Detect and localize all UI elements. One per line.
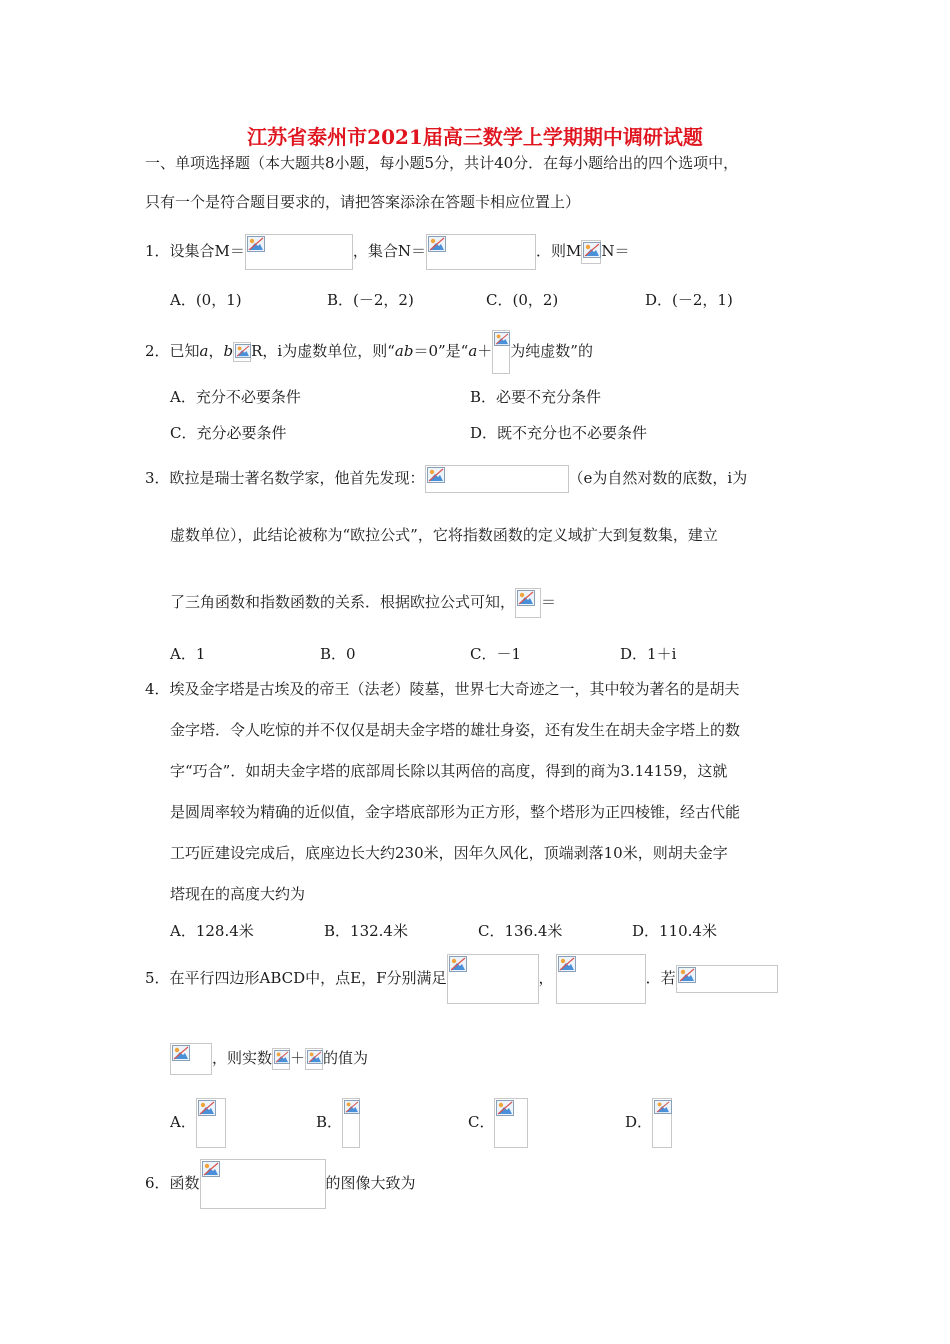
formula-image-placeholder	[492, 330, 510, 374]
q6-text-2: 的图像大致为	[325, 1174, 416, 1192]
q3-option-a: A．1	[170, 645, 206, 663]
q5-option-b	[316, 1097, 360, 1148]
q5-option-a-label: A．	[170, 1113, 196, 1131]
formula-image-placeholder	[652, 1098, 672, 1148]
q3-option-d: D．1＋i	[620, 645, 677, 663]
q3-option-c: C．－1	[470, 645, 522, 663]
broken-image-icon	[427, 467, 445, 483]
q2-var-b: b	[223, 342, 234, 360]
formula-image-placeholder	[515, 588, 541, 618]
q2-comma: ，	[208, 342, 224, 360]
q2-option-b: B．必要不充分条件	[470, 388, 602, 406]
question-2	[145, 330, 593, 374]
formula-image-placeholder	[305, 1048, 323, 1070]
q5-option-d	[625, 1097, 672, 1148]
page-title: 江苏省泰州市2021届高三数学上学期期中调研试题	[247, 125, 703, 149]
q2-option-c: C．充分必要条件	[170, 424, 287, 442]
q2-text-2: R，i为虚数单位，则“	[251, 342, 395, 360]
question-3	[145, 462, 747, 494]
q1-option-d: D．(－2，1)	[645, 291, 733, 309]
q5-option-b-label: B．	[316, 1113, 343, 1131]
broken-image-icon	[172, 1045, 190, 1061]
q5-option-c	[468, 1097, 528, 1148]
q2-option-d: D．既不充分也不必要条件	[470, 424, 648, 442]
broken-image-icon	[494, 332, 510, 346]
q4-option-a: A．128.4米	[170, 922, 254, 940]
question-5	[145, 953, 778, 1004]
formula-image-placeholder	[494, 1098, 528, 1148]
q5-option-c-label: C．	[468, 1113, 495, 1131]
q6-text-1: 6．函数	[145, 1174, 200, 1192]
q2-text-5: 为纯虚数”的	[510, 342, 593, 360]
formula-image-placeholder	[342, 1098, 360, 1148]
q2-text-4: ＋	[477, 342, 493, 360]
q4-line-6: 塔现在的高度大约为	[170, 885, 306, 903]
q1-option-a: A．(0，1)	[170, 291, 242, 309]
formula-image-placeholder	[426, 234, 536, 270]
q2-text-3: ＝0”是“	[413, 342, 469, 360]
formula-image-placeholder	[272, 1048, 290, 1070]
q5-text-2: ．若	[645, 969, 676, 987]
q4-option-c: C．136.4米	[478, 922, 563, 940]
broken-image-icon	[449, 956, 467, 972]
q3-option-b: B．0	[320, 645, 356, 663]
q3-text-2: （e为自然对数的底数，i为	[568, 469, 748, 487]
broken-image-icon	[654, 1100, 672, 1114]
formula-image-placeholder	[245, 234, 353, 270]
q3-line-3	[170, 585, 556, 619]
q3-text-1: 3．欧拉是瑞士著名数学家，他首先发现：	[145, 469, 425, 487]
q3-text-4: ＝	[541, 593, 557, 611]
question-6	[145, 1158, 416, 1209]
q4-line-5: 工巧匠建设完成后，底座边长大约230米，因年久风化，顶端剥落10米，则胡夫金字	[170, 844, 728, 862]
q5-text-5: 的值为	[323, 1049, 369, 1067]
q5-comma: ，	[538, 969, 554, 987]
q1-text-4: N＝	[601, 242, 630, 260]
q5-text-1: 5．在平行四边形ABCD中，点E，F分别满足	[145, 969, 447, 987]
formula-image-placeholder	[676, 965, 778, 993]
broken-image-icon	[517, 590, 535, 606]
q2-text-1: 2．已知	[145, 342, 200, 360]
formula-image-placeholder	[425, 465, 569, 493]
formula-image-placeholder	[196, 1098, 226, 1148]
q4-option-d: D．110.4米	[632, 922, 717, 940]
q4-line-1: 4．埃及金字塔是古埃及的帝王（法老）陵墓，世界七大奇迹之一，其中较为著名的是胡夫	[145, 680, 740, 698]
q2-var-a2: a	[468, 342, 478, 360]
broken-image-icon	[428, 236, 446, 252]
broken-image-icon	[678, 967, 696, 983]
formula-image-placeholder	[200, 1159, 326, 1209]
broken-image-icon	[496, 1100, 514, 1116]
q4-option-b: B．132.4米	[324, 922, 408, 940]
broken-image-icon	[202, 1161, 220, 1177]
formula-image-placeholder	[233, 342, 251, 362]
q1-text-3: ．则M	[536, 242, 582, 260]
question-1	[145, 233, 630, 270]
formula-image-placeholder	[581, 240, 601, 264]
section-instructions-line2: 只有一个是符合题目要求的，请把答案添涂在答题卡相应位置上）	[145, 193, 581, 211]
broken-image-icon	[307, 1050, 323, 1064]
broken-image-icon	[198, 1100, 216, 1116]
q5-option-d-label: D．	[625, 1113, 653, 1131]
q5-text-3: ，则实数	[212, 1049, 273, 1067]
formula-image-placeholder	[447, 954, 539, 1004]
q1-option-c: C．(0，2)	[486, 291, 559, 309]
q2-var-ab: ab	[394, 342, 414, 360]
q5-text-4: ＋	[290, 1049, 306, 1067]
q4-line-2: 金字塔．令人吃惊的并不仅仅是胡夫金字塔的雄壮身姿，还有发生在胡夫金字塔上的数	[170, 721, 741, 739]
broken-image-icon	[235, 344, 251, 358]
broken-image-icon	[558, 956, 576, 972]
q2-option-a: A．充分不必要条件	[170, 388, 301, 406]
q2-var-a: a	[199, 342, 209, 360]
q3-line-2: 虚数单位），此结论被称为“欧拉公式”，它将指数函数的定义域扩大到复数集，建立	[170, 526, 718, 544]
q1-text-1: 1．设集合M＝	[145, 242, 245, 260]
q3-text-3: 了三角函数和指数函数的关系．根据欧拉公式可知，	[170, 593, 516, 611]
q4-line-4: 是圆周率较为精确的近似值，金字塔底部形为正方形，整个塔形为正四棱锥，经古代能	[170, 803, 741, 821]
section-instructions-line1: 一、单项选择题（本大题共8小题，每小题5分，共计40分．在每小题给出的四个选项中，	[145, 154, 739, 172]
q5-option-a	[170, 1097, 226, 1148]
formula-image-placeholder	[170, 1043, 212, 1075]
broken-image-icon	[274, 1050, 290, 1064]
broken-image-icon	[247, 236, 265, 252]
broken-image-icon	[583, 242, 601, 258]
q4-line-3: 字“巧合”．如胡夫金字塔的底部周长除以其两倍的高度，得到的商为3.14159，这就	[170, 762, 728, 780]
formula-image-placeholder	[556, 954, 646, 1004]
q1-option-b: B．(－2，2)	[327, 291, 414, 309]
broken-image-icon	[344, 1100, 360, 1114]
q1-text-2: ，集合N＝	[352, 242, 427, 260]
q5-line-2	[170, 1042, 368, 1075]
